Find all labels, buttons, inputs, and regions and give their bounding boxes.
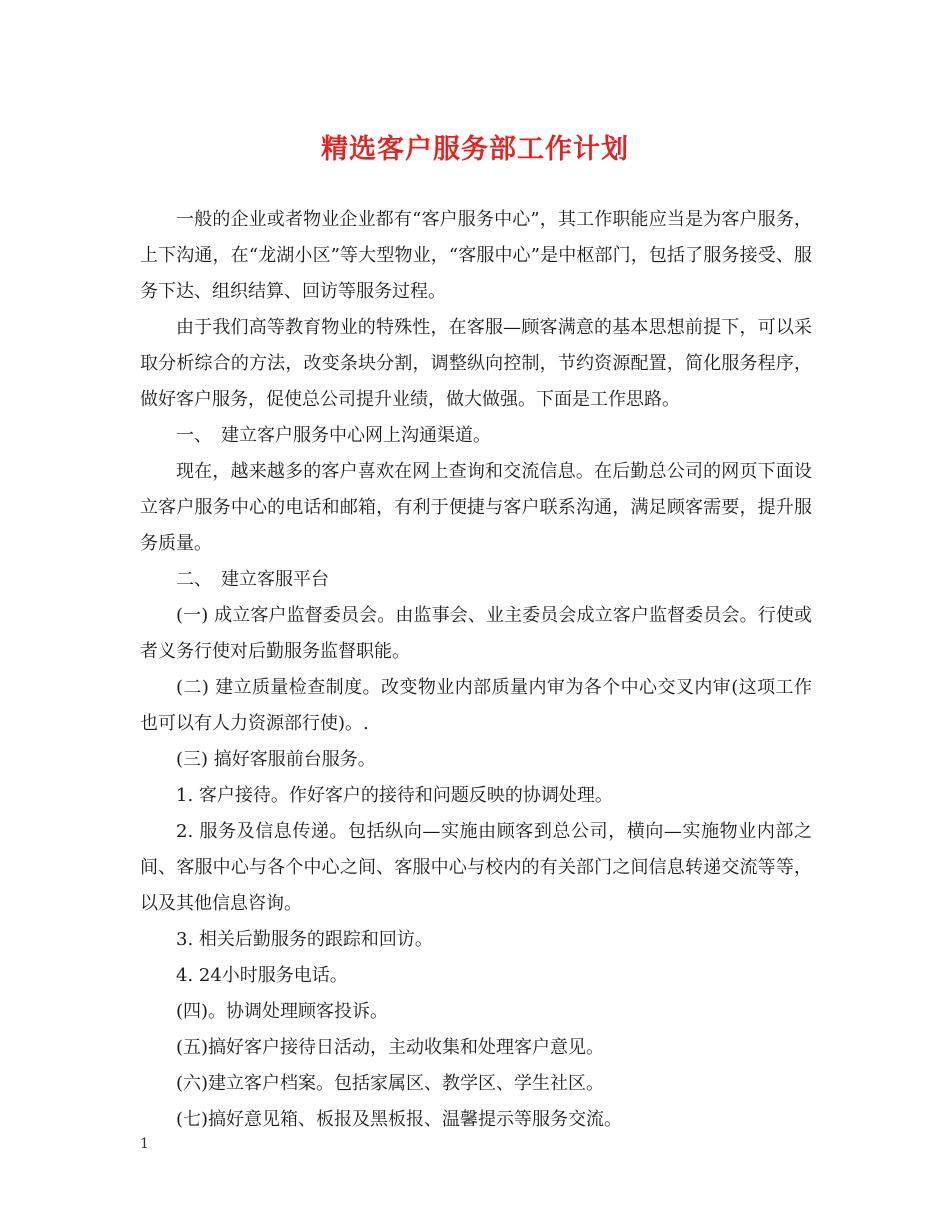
paragraph-intro: 一般的企业或者物业企业都有“客户服务中心”，其工作职能应当是为客户服务，上下沟通，在“龙湖小区”等大型物业，“客服中心”是中枢部门，包括了服务接受、服务下达、组织结算、回访等服务过程。 bbox=[140, 209, 812, 302]
list-item: 4. 24小时服务电话。 bbox=[176, 965, 348, 986]
list-item: 2. 服务及信息传递。包括纵向—实施由顾客到总公司，横向—实施物业内部之间、客服中心与各个中心之间、客服中心与校内的有关部门之间信息转递交流等等，以及其他信息咨询。 bbox=[140, 821, 812, 914]
list-item: (二) 建立质量检查制度。改变物业内部质量内审为各个中心交叉内审(这项工作也可以有人力资源部行使)。. bbox=[140, 677, 812, 734]
list-item: (五)搞好客户接待日活动，主动收集和处理客户意见。 bbox=[176, 1037, 605, 1058]
list-item: (四)。协调处理顾客投诉。 bbox=[176, 1001, 389, 1022]
list-item: (一) 成立客户监督委员会。由监事会、业主委员会成立客户监督委员会。行使或者义务行使对后勤服务监督职能。 bbox=[140, 605, 812, 662]
list-item: (七)搞好意见箱、板报及黑板报、温馨提示等服务交流。 bbox=[176, 1109, 623, 1130]
paragraph-background: 由于我们高等教育物业的特殊性，在客服—顾客满意的基本思想前提下，可以采取分析综合的方法，改变条块分割，调整纵向控制，节约资源配置，简化服务程序，做好客户服务，促使总公司提升业绩，做大做强。下面是工作思路。 bbox=[140, 317, 812, 410]
paragraph-online-channel: 现在，越来越多的客户喜欢在网上查询和交流信息。在后勤总公司的网页下面设立客户服务中心的电话和邮箱，有利于便捷与客户联系沟通，满足顾客需要，提升服务质量。 bbox=[140, 461, 812, 554]
section-heading-1: 一、 建立客户服务中心网上沟通渠道。 bbox=[176, 425, 491, 446]
page-number: 1 bbox=[140, 1136, 149, 1152]
list-item: 1. 客户接待。作好客户的接待和问题反映的协调处理。 bbox=[176, 785, 613, 806]
list-item: (六)建立客户档案。包括家属区、教学区、学生社区。 bbox=[176, 1073, 605, 1094]
document-body bbox=[140, 202, 812, 1138]
document-title: 精选客户服务部工作计划 bbox=[321, 134, 629, 165]
list-item: (三) 搞好客服前台服务。 bbox=[176, 749, 376, 770]
section-heading-2: 二、 建立客服平台 bbox=[176, 569, 329, 590]
list-item: 3. 相关后勤服务的跟踪和回访。 bbox=[176, 929, 433, 950]
